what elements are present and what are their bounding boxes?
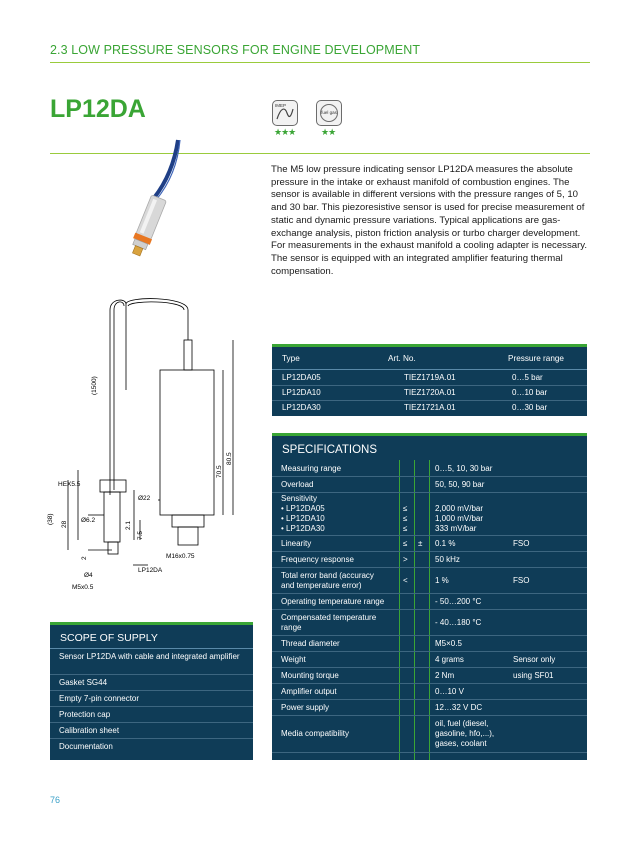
- drawing-cable-length: (1500): [91, 376, 98, 395]
- drawing-d22: Ø22: [138, 495, 151, 502]
- technical-drawing: [48, 300, 248, 600]
- page-number: 76: [50, 795, 61, 805]
- imep-badge-icon: [272, 100, 298, 126]
- spec-value: 2 Nm: [435, 670, 455, 680]
- scope-divider: [50, 738, 253, 739]
- spec-divider: [272, 752, 587, 753]
- drawing-len28: 28: [61, 520, 68, 528]
- types-cell: 0…5 bar: [512, 373, 543, 382]
- scope-divider: [50, 674, 253, 675]
- fuel-gas-badge-icon: [316, 100, 342, 126]
- spec-symbol: >: [403, 554, 408, 564]
- table-row: [272, 477, 587, 492]
- types-cell: 0…30 bar: [512, 403, 548, 412]
- drawing-m5: M5x0.5: [72, 584, 94, 591]
- table-row: [272, 716, 587, 752]
- scope-of-supply: [50, 622, 253, 760]
- table-row: [272, 700, 587, 715]
- scope-divider: [50, 648, 253, 649]
- spec-value: M5×0.5: [435, 638, 462, 648]
- imep-badge-label: IMEP: [275, 103, 287, 108]
- spec-value: 0.1 %: [435, 538, 456, 548]
- spec-label: Power supply: [281, 702, 330, 712]
- drawing-model: LP12DA: [138, 567, 163, 574]
- specifications-title: SPECIFICATIONS: [282, 444, 377, 456]
- spec-value: 0…5, 10, 30 bar: [435, 463, 493, 473]
- table-row: [272, 388, 587, 400]
- types-cell: 0…10 bar: [512, 388, 548, 397]
- table-row: [272, 552, 587, 567]
- spec-symbol: ±: [418, 538, 423, 548]
- spec-note: FSO: [513, 575, 530, 585]
- drawing-len21: 2.1: [125, 520, 132, 530]
- spec-note: using SF01: [513, 670, 554, 680]
- scope-accent: [50, 622, 253, 625]
- scope-divider: [50, 706, 253, 707]
- spec-label: Overload: [281, 479, 314, 489]
- types-header-type: Type: [282, 354, 300, 363]
- types-table: [272, 344, 587, 416]
- list-item: Protection cap: [59, 710, 111, 719]
- spec-label: Mounting torque: [281, 670, 339, 680]
- spec-value: 0…10 V: [435, 686, 464, 696]
- types-divider: [272, 400, 587, 401]
- types-table-accent: [272, 344, 587, 347]
- spec-value: - 40…180 °C: [435, 617, 482, 627]
- drawing-m16: M16x0.75: [166, 553, 195, 560]
- types-cell: TIEZ1720A.01: [404, 388, 456, 397]
- types-divider: [272, 385, 587, 386]
- spec-value: 50, 50, 90 bar: [435, 479, 485, 489]
- spec-label: Sensitivity • LP12DA05 • LP12DA10 • LP12DA30: [281, 494, 325, 533]
- table-row: [272, 652, 587, 667]
- spec-label: Thread diameter: [281, 638, 340, 648]
- spec-label: Compensated temperature range: [281, 612, 377, 632]
- table-row: [272, 493, 587, 535]
- types-header-range: Pressure range: [508, 354, 564, 363]
- types-cell: TIEZ1719A.01: [404, 373, 456, 382]
- product-title: LP12DA: [50, 95, 146, 123]
- types-cell: LP12DA30: [282, 403, 321, 412]
- table-row: [272, 373, 587, 385]
- drawing-d4: Ø4: [84, 572, 93, 579]
- spec-label: Operating temperature range: [281, 596, 385, 606]
- list-item: Documentation: [59, 742, 113, 751]
- list-item: Calibration sheet: [59, 726, 120, 735]
- drawing-d62: Ø6.2: [81, 517, 96, 524]
- spec-label: Linearity: [281, 538, 312, 548]
- fuel-gas-badge-label: fuel gas: [320, 104, 338, 122]
- drawing-len75: 7.5: [137, 530, 144, 540]
- table-row: [272, 636, 587, 651]
- drawing-len38: (38): [47, 513, 54, 525]
- drawing-len2: 2: [81, 556, 88, 560]
- table-row: [272, 536, 587, 551]
- types-cell: LP12DA10: [282, 388, 321, 397]
- spec-note: Sensor only: [513, 654, 556, 664]
- table-row: [272, 568, 587, 593]
- types-cell: LP12DA05: [282, 373, 321, 382]
- types-divider: [272, 369, 587, 370]
- table-row: [272, 684, 587, 699]
- product-description: The M5 low pressure indicating sensor LP12DA measures the absolute pressure in the intake or exhaust manifold of combustion engines. The sensor is available in different versions with the pressure ranges of 5, 10 and 30 bar. This piezoresistive sensor is used for precise measurement of static and dynamic pressure variations. Typical applications are gas-exchange analysis, piston friction analysis or turbo charger development. For measurements in the exhaust manifold a cooling adapter is necessary. The sensor is equipped with an integrated amplifier featuring thermal compensation.: [271, 164, 588, 277]
- header-divider: [50, 62, 590, 63]
- spec-note: FSO: [513, 538, 530, 548]
- table-row: [272, 461, 587, 476]
- spec-label: Frequency response: [281, 554, 354, 564]
- types-cell: TIEZ1721A.01: [404, 403, 456, 412]
- specifications-accent: [272, 433, 587, 436]
- spec-label: Media compatibility: [281, 729, 350, 738]
- fuel-gas-badge: [316, 100, 342, 140]
- spec-symbol: ≤: [403, 538, 408, 548]
- spec-value: 50 kHz: [435, 554, 460, 564]
- spec-value: 1 %: [435, 575, 449, 585]
- spec-value: 4 grams: [435, 654, 464, 664]
- drawing-hex: HEX5.5: [58, 481, 81, 488]
- table-row: [272, 594, 587, 609]
- table-row: [272, 668, 587, 683]
- spec-value: - 50…200 °C: [435, 596, 482, 606]
- spec-value: 12…32 V DC: [435, 702, 483, 712]
- spec-label: Total error band (accuracy and temperature error): [281, 570, 374, 590]
- spec-symbol: <: [403, 575, 408, 585]
- types-header-artno: Art. No.: [388, 354, 416, 363]
- types-table-header: [272, 354, 587, 368]
- imep-badge: [272, 100, 298, 140]
- drawing-len705: 70.5: [216, 465, 223, 478]
- table-row: [272, 610, 587, 635]
- table-row: [272, 403, 587, 415]
- imep-stars: ★★★: [274, 127, 296, 137]
- spec-label: Amplifier output: [281, 686, 337, 696]
- list-item: Gasket SG44: [59, 678, 108, 687]
- drawing-len805: 80.5: [226, 452, 233, 465]
- spec-value: oil, fuel (diesel, gasoline, hfo,...), gases, coolant: [435, 719, 495, 748]
- list-item: Empty 7-pin connector: [59, 694, 140, 703]
- fuel-gas-stars: ★★: [321, 127, 336, 137]
- spec-value: 2,000 mV/bar 1,000 mV/bar 333 mV/bar: [435, 504, 484, 533]
- scope-title: SCOPE OF SUPPLY: [60, 632, 158, 644]
- list-item: Sensor LP12DA with cable and integrated amplifier: [59, 652, 240, 661]
- scope-divider: [50, 690, 253, 691]
- sensor-photo: [50, 140, 250, 290]
- section-title: 2.3 LOW PRESSURE SENSORS FOR ENGINE DEVELOPMENT: [50, 43, 421, 57]
- specifications-table: [272, 433, 587, 760]
- spec-symbol: ≤ ≤ ≤: [403, 504, 408, 533]
- spec-label: Measuring range: [281, 463, 342, 473]
- spec-label: Weight: [281, 654, 306, 664]
- scope-divider: [50, 722, 253, 723]
